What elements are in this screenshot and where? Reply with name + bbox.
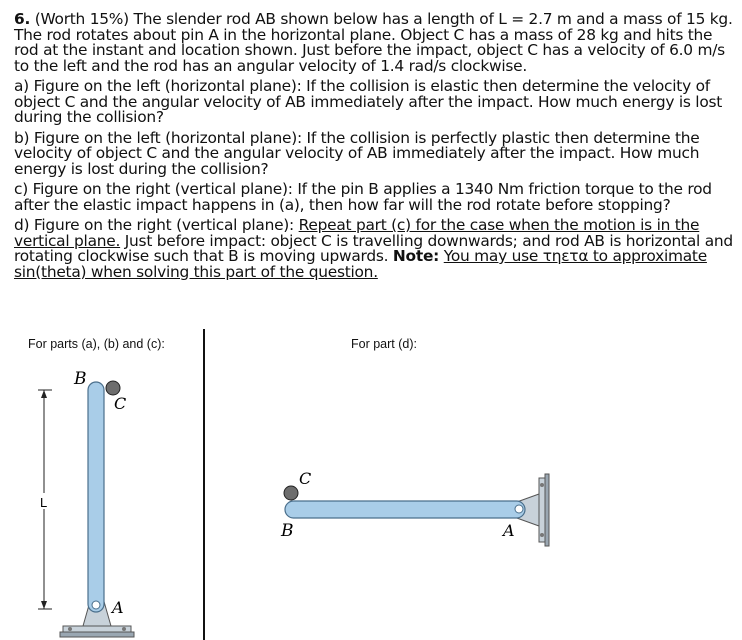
base-plate (63, 626, 131, 632)
label-C-right: C (299, 469, 312, 488)
intro-text: (Worth 15%) The slender rod AB shown below has a length of L = 2.7 m and a mass of 15 kg. The rod rotates about pin A in the horizontal plane. Object C has a mass of 28 kg and hits the rod at the instant and location shown. Just before the impact, object C has a velocity of 6.0 m/s to the left and the rod has an angular velocity of 1.4 rad/s clockwise. (14, 10, 733, 75)
left-figure-caption: For parts (a), (b) and (c): (28, 337, 165, 351)
rod-AB-left (88, 382, 104, 612)
base-ground (60, 632, 134, 637)
part-d-underlined-1: Repeat part (c) for the case when the motion is in the vertical plane. (14, 216, 700, 250)
dimension-arrow-top (41, 390, 47, 398)
object-C-ball (106, 381, 120, 395)
part-a-text: a) Figure on the left (horizontal plane): If the collision is elastic then determine the velocity of object C and the angular velocity of AB immediately after the impact. How much energy is lost during the collision? (14, 77, 723, 126)
label-C-left: C (114, 394, 127, 413)
label-B-left: B (74, 369, 87, 389)
part-c-text: c) Figure on the right (vertical plane): If the pin B applies a 1340 Nm friction torque to the rod after the elastic impact happens in (a), then how far will the rod rotate before stopping? (14, 180, 712, 214)
object-C-ball-right (284, 486, 298, 500)
part-d-lead: d) Figure on the right (vertical plane): (14, 216, 299, 234)
label-A-right: A (503, 521, 515, 540)
bolt-icon (540, 533, 544, 537)
wall-plate (539, 478, 545, 542)
right-figure (280, 469, 549, 546)
pin-A-icon (92, 601, 100, 609)
bolt-icon (540, 483, 544, 487)
right-figure-caption: For part (d): (351, 337, 417, 351)
pin-A-right-icon (515, 505, 523, 513)
bolt-icon (68, 627, 72, 631)
dimension-arrow-bottom (41, 601, 47, 609)
label-L-left: L (40, 495, 48, 510)
rod-AB-right (285, 501, 525, 518)
bolt-icon (122, 627, 126, 631)
label-A-left: A (112, 598, 124, 617)
wall-ground (545, 474, 549, 546)
part-d-underlined-2: You may use τηετα to approximate sin(theta) when solving this part of the question. (14, 247, 707, 281)
label-B-right: B (281, 521, 294, 541)
problem-number: 6. (14, 10, 31, 28)
part-d-note: Note: (392, 247, 440, 265)
part-b-text: b) Figure on the left (horizontal plane): If the collision is perfectly plastic then determine the velocity of object C and the angular velocity of AB immediately after the impact. How much energy is lost during the collision? (14, 128, 700, 178)
part-d-mid: Just before impact: object C is travelling downwards; and rod AB is horizontal and rotating clockwise such that B is moving upwards. (14, 231, 733, 265)
left-figure (36, 369, 134, 637)
